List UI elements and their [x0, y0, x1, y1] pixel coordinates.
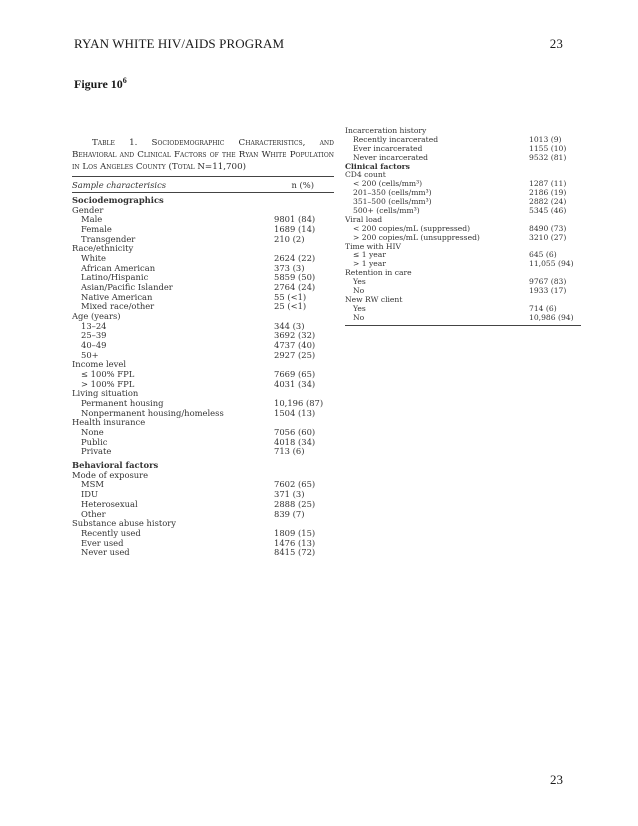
table-row-value: 4018 (34) — [274, 436, 316, 447]
running-head-page-number: 23 — [549, 36, 563, 51]
table-row-value: 5345 (46) — [529, 206, 567, 216]
table-row-value — [274, 196, 334, 206]
table-row-value: 2186 (19) — [529, 188, 567, 198]
figure-label-superscript: 6 — [122, 76, 127, 85]
table-row-value: 713 (6) — [274, 446, 305, 457]
table-row-value: 1689 (14) — [274, 224, 316, 235]
table-left-column — [72, 137, 334, 558]
table-row-label: White — [81, 253, 107, 264]
table-row-value: 714 (6) — [529, 303, 557, 313]
table-row-label: Viral load — [345, 214, 383, 224]
table-row-label: Clinical factors — [345, 161, 410, 171]
table-row — [72, 447, 334, 457]
footer-page-number: 23 — [550, 772, 563, 787]
table-row-label: African American — [81, 262, 156, 273]
table-row-value: 2888 (25) — [274, 498, 316, 509]
table-row-label: Behavioral factors — [72, 460, 159, 471]
table-row-label: No — [353, 312, 365, 322]
table-row-value: 7602 (65) — [274, 479, 316, 490]
table-row-value — [274, 461, 334, 471]
table-row-value: 7669 (65) — [274, 369, 316, 380]
table-row-label: Mixed race/other — [81, 301, 155, 312]
table-row-label: 13–24 — [81, 320, 107, 331]
table-header-characteristics: Sample characterisics — [72, 180, 167, 190]
table-row-label: Yes — [353, 303, 366, 313]
table-row-label: Public — [81, 436, 108, 447]
table-row-label: Substance abuse history — [72, 518, 177, 529]
table-row-value: 371 (3) — [274, 489, 305, 500]
table-row-value: 645 (6) — [529, 250, 557, 260]
table-row-label: CD4 count — [345, 170, 386, 180]
table-row-value: 9532 (81) — [529, 152, 567, 162]
table-caption: Table 1. Sociodemographic Characteristics, and Behavioral and Clinical Factors of the Ryan White Population in Los Angeles County (Total N=11,700) — [72, 138, 334, 172]
table-row-label: Health insurance — [72, 417, 146, 428]
table-row-label: < 200 copies/mL (suppressed) — [353, 223, 471, 233]
table-row-value: 10,196 (87) — [274, 398, 324, 409]
table-right-rows — [345, 127, 581, 323]
table-row-label: Heterosexual — [81, 498, 138, 509]
table-row-label: > 1 year — [353, 259, 386, 269]
table-row-label: 40–49 — [81, 340, 107, 351]
table-row-label: Latino/Hispanic — [81, 272, 149, 283]
table-row-value: 1933 (17) — [529, 286, 567, 296]
table-row-label: 201–350 (cells/mm³) — [353, 188, 432, 198]
table-row-value: 5859 (50) — [274, 272, 316, 283]
figure-label-text: Figure 10 — [74, 77, 123, 91]
table-row-label: Male — [81, 214, 103, 225]
table-row-value: 7056 (60) — [274, 427, 316, 438]
figure-label — [74, 77, 127, 92]
table-row-label: 500+ (cells/mm³) — [353, 206, 420, 216]
table-row-value: 1013 (9) — [529, 134, 562, 144]
table-row-value: 10,986 (94) — [529, 312, 574, 322]
table-row-label: Never incarcerated — [353, 152, 429, 162]
table-row-label: New RW client — [345, 294, 403, 304]
table-row-label: MSM — [81, 479, 104, 490]
table-left-rows — [72, 196, 334, 558]
table-row-label: IDU — [81, 489, 99, 500]
table-row-label: 50+ — [81, 349, 99, 360]
table-row-label: Never used — [81, 547, 130, 558]
table-row-value: 9801 (84) — [274, 214, 316, 225]
table-row — [72, 196, 334, 206]
table-bottom-rule — [345, 325, 581, 326]
table-row-label: Nonpermanent housing/homeless — [81, 407, 224, 418]
table-row-label: > 100% FPL — [81, 378, 135, 389]
table-row-label: Other — [81, 508, 106, 519]
table-row-value: 1504 (13) — [274, 407, 316, 418]
table-header-rule — [72, 192, 334, 193]
table-row-value: 3210 (27) — [529, 232, 567, 242]
table-row-label: Time with HIV — [345, 241, 401, 251]
table-row-value: 2764 (24) — [274, 282, 316, 293]
table-row-value: 1809 (15) — [274, 527, 316, 538]
table-right-column — [345, 127, 581, 326]
table-row-value: 1155 (10) — [529, 143, 567, 153]
table-row-value: 55 (<1) — [274, 291, 307, 302]
table-row-value: 344 (3) — [274, 320, 305, 331]
table-row-value: 839 (7) — [274, 508, 305, 519]
table-row-value: 4031 (34) — [274, 378, 316, 389]
table-row-label: Asian/Pacific Islander — [81, 282, 173, 293]
table-row-label: ≤ 100% FPL — [81, 369, 135, 380]
table-row-label: < 200 (cells/mm³) — [353, 179, 423, 189]
table-row-label: None — [81, 427, 104, 438]
table-row-label: Incarceration history — [345, 126, 427, 135]
table-row-label: Retention in care — [345, 268, 412, 278]
table-row-label: Income level — [72, 359, 126, 370]
table-row-label: Female — [81, 224, 112, 235]
table-row-label: ≤ 1 year — [353, 250, 386, 260]
table-row-label: Private — [81, 446, 112, 457]
table-row-label: Yes — [353, 277, 366, 287]
table-row-value: 9767 (83) — [529, 277, 567, 287]
table-header-row — [72, 177, 334, 192]
table-row-label: Permanent housing — [81, 398, 164, 409]
table-row-label: Native American — [81, 291, 153, 302]
table-row-label: Ever incarcerated — [353, 143, 423, 153]
table-row-value: 3692 (32) — [274, 330, 316, 341]
table-row — [72, 548, 334, 558]
table-row-value: 373 (3) — [274, 262, 305, 273]
table-row-value: 210 (2) — [274, 233, 305, 244]
running-head-title: RYAN WHITE HIV/AIDS PROGRAM — [74, 36, 285, 51]
table-row-value: 2927 (25) — [274, 349, 316, 360]
table-row-value: 4737 (40) — [274, 340, 316, 351]
table-row-label: Recently used — [81, 527, 141, 538]
table-row-label: Sociodemographics — [72, 195, 164, 205]
table-row-label: Gender — [72, 204, 104, 215]
table-row-value: 25 (<1) — [274, 301, 307, 312]
table-row-label: Race/ethnicity — [72, 243, 134, 254]
table-row-label: Ever used — [81, 537, 124, 548]
table-row-value: 1287 (11) — [529, 179, 567, 189]
table-row-value: 8415 (72) — [274, 547, 316, 558]
table-row-label: Transgender — [81, 233, 136, 244]
table-row-value: 2882 (24) — [529, 197, 567, 207]
table-row-value — [529, 163, 581, 172]
table-row — [345, 314, 581, 323]
table-row-label: Age (years) — [72, 311, 121, 322]
table-row-label: > 200 copies/mL (unsuppressed) — [353, 232, 480, 242]
table-row-label: Recently incarcerated — [353, 134, 439, 144]
table-row-label: Mode of exposure — [72, 469, 149, 480]
table-row-value: 1476 (13) — [274, 537, 316, 548]
table-header-n-percent: n (%) — [291, 180, 314, 190]
table-row-label: Living situation — [72, 388, 139, 399]
table-row-label: 351–500 (cells/mm³) — [353, 197, 432, 207]
table-row-label: 25–39 — [81, 330, 107, 341]
table-row-value: 11,055 (94) — [529, 259, 574, 269]
table-row-value: 8490 (73) — [529, 223, 567, 233]
table-row-label: No — [353, 286, 365, 296]
table-row-value: 2624 (22) — [274, 253, 316, 264]
